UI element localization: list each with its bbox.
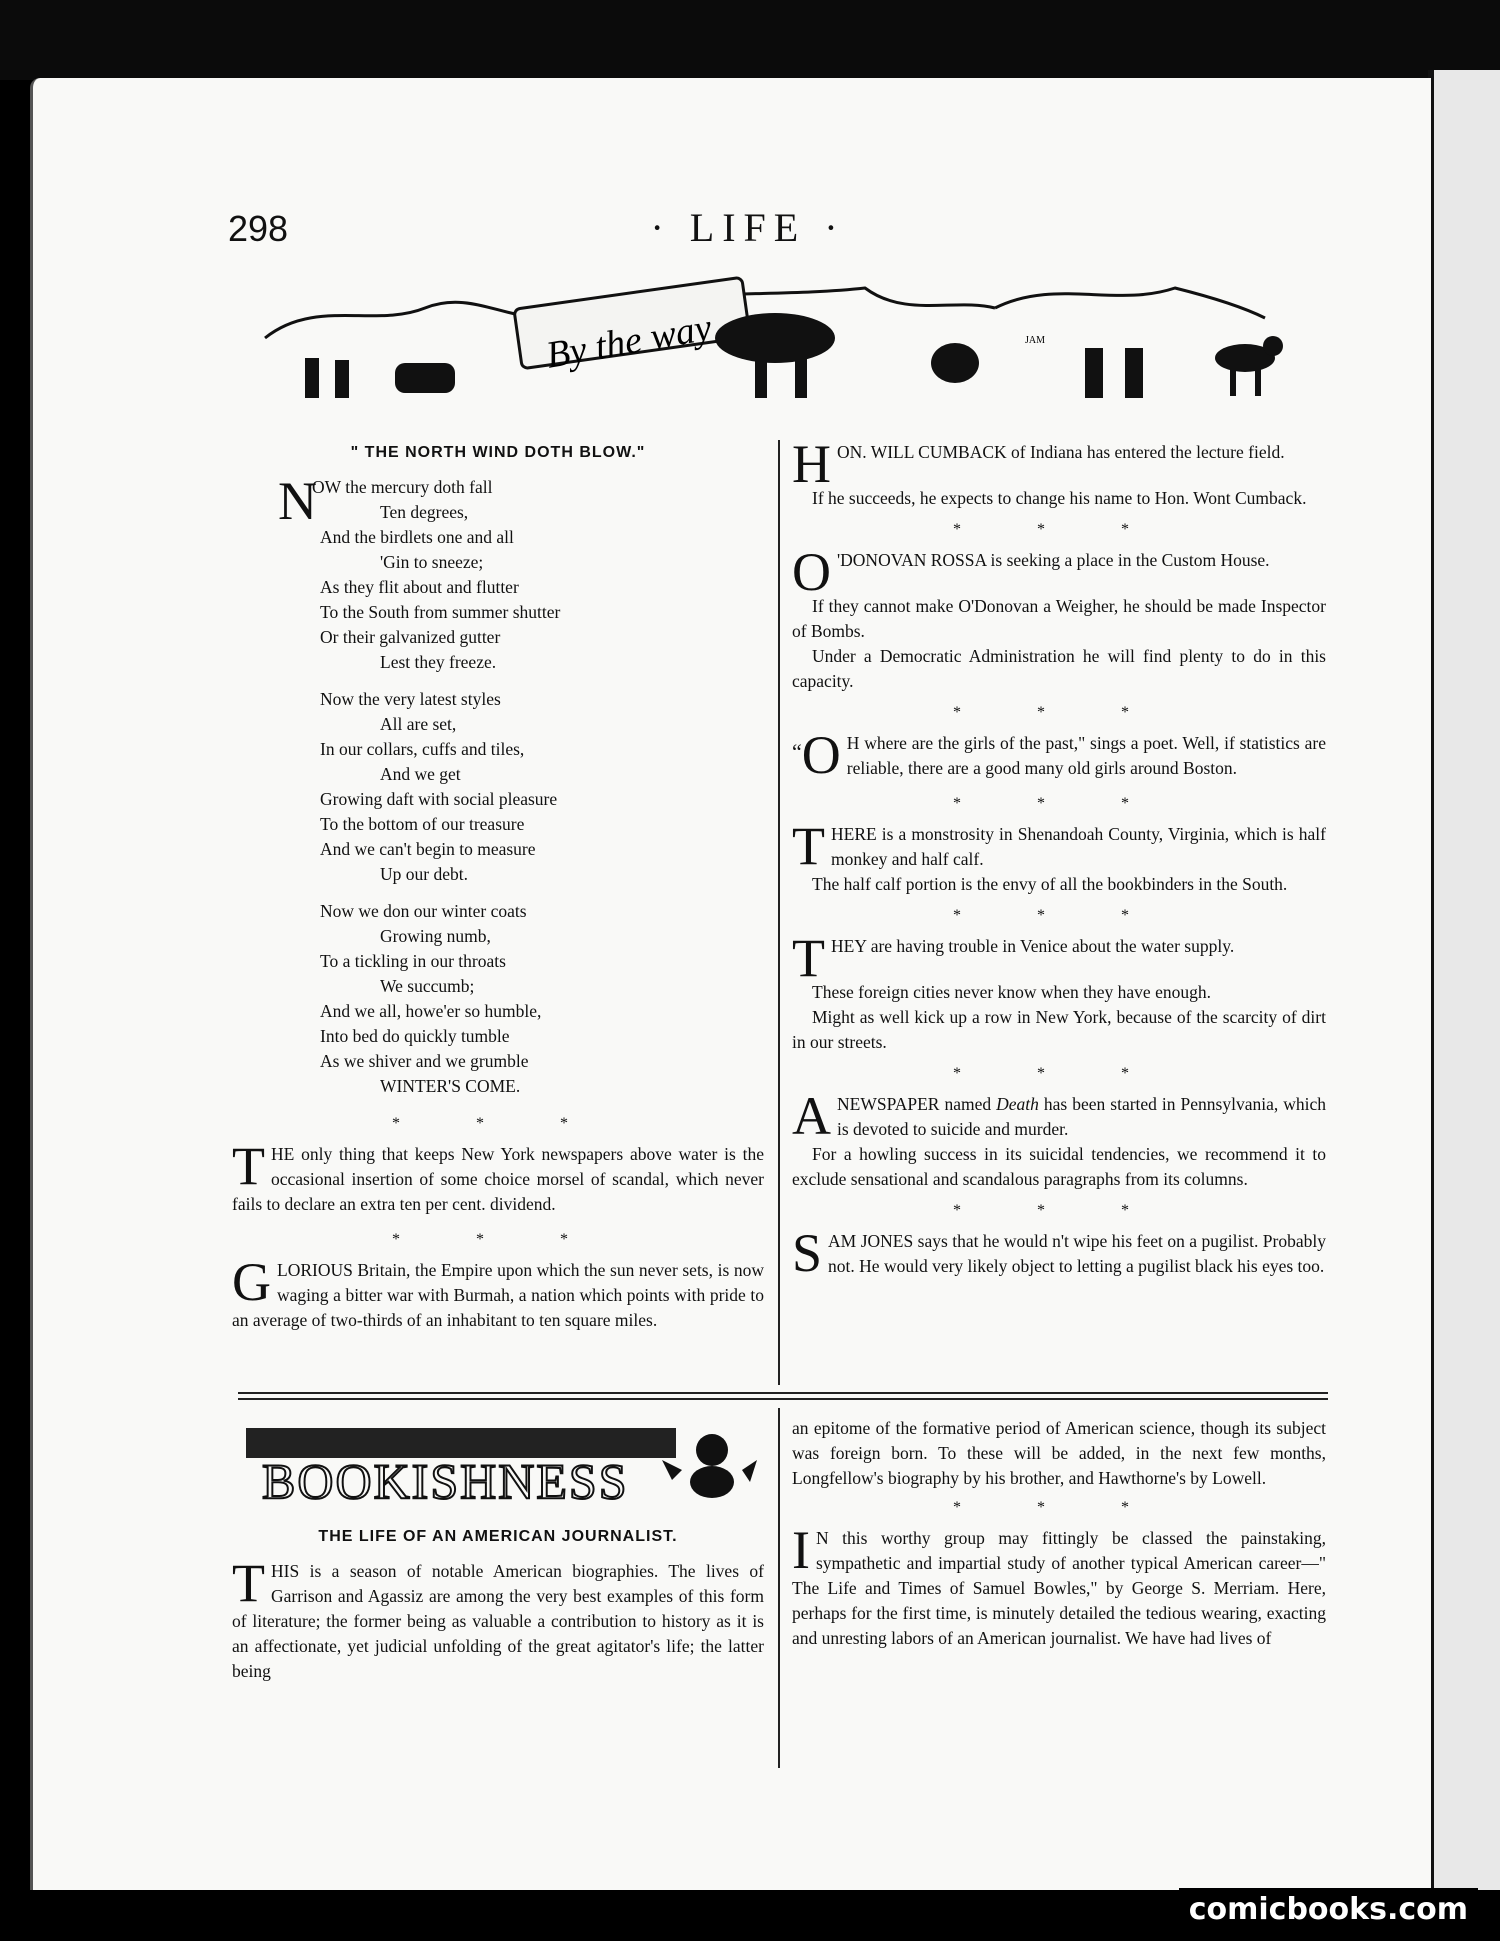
figure-body-2 [715,313,835,363]
poem-line: In our collars, cuffs and tiles, [320,739,525,759]
poem-line: To the South from summer shutter [320,602,561,622]
right-item-5: THEY are having trouble in Venice about the water supply. These foreign cities never know when they have enough. Might as well kick up a row in New York, because of the scarcity of dirt in our streets. [792,928,1326,1052]
dropcap: I [792,1520,810,1580]
banner-scroll-left [265,302,555,338]
separator-stars: * * * [953,521,1165,538]
dropcap: A [792,1086,831,1146]
banner-title: By the way [543,306,715,377]
right-column-top [792,434,1327,1285]
poem-line: All are set, [380,714,457,734]
right-item-4: THERE is a monstrosity in Shenandoah County, Virginia, which is half monkey and half calf. The half calf portion is the envy of all the bookbinders in the South. [792,816,1326,894]
dropcap: S [792,1223,823,1283]
separator-stars: * * * [953,1065,1165,1082]
poem-line: And we all, howe'er so humble, [320,1001,542,1021]
banner-scroll-right [995,288,1265,318]
poem-line: To the bottom of our treasure [320,814,525,834]
separator-stars: * * * [392,1115,604,1132]
dropcap: T [792,816,825,876]
poem-line: We succumb; [380,976,475,996]
page-number: 298 [228,208,289,249]
poem-line: 'Gin to sneeze; [380,552,484,572]
poem-signoff: WINTER'S COME. [380,1076,521,1096]
poem-line: Or their galvanized gutter [320,627,501,647]
dropcap: G [232,1252,271,1312]
column-divider-bottom [778,1408,780,1768]
right-item-6: ANEWSPAPER named Death has been started in Pennsylvania, which is devoted to suicide and murder. For a howling success in its suicidal tendencies, we recommend it to exclude sensational and scandalous paragraphs from its columns. [792,1086,1327,1189]
poem-line: Growing daft with social pleasure [320,789,558,809]
column-divider-top [778,440,780,1385]
article-heading: THE LIFE OF AN AMERICAN JOURNALIST. [318,1528,678,1545]
magazine-title: · LIFE · [650,205,846,250]
section-divider [238,1392,1328,1394]
poem-stanza-2 [320,687,764,887]
figure-legs-4 [1085,348,1103,398]
separator-stars: * * * [953,1499,1165,1516]
right-item-1: HON. WILL CUMBACK of Indiana has entered the lecture field. If he succeeds, he expects to change his name to Hon. Wont Cumback. [792,434,1307,508]
section-divider-2 [238,1398,1328,1400]
poem-title: " THE NORTH WIND DOTH BLOW." [350,444,646,461]
dropcap: O [801,725,841,785]
poem-line: And we get [380,764,461,784]
left-column-top [232,440,764,1339]
logo-text: BOOKISHNESS [262,1453,629,1509]
poem [232,471,764,1099]
bookishness-logo [242,1420,762,1510]
right-item-2: O 'DONOVAN ROSSA is seeking a place in the Custom House. If they cannot make O'Donovan a Weigher, he should be made Inspector of Bombs. Under a Democratic Administration he will find plenty to do in this capacity. [792,542,1326,691]
poem-line: Lest they freeze. [380,652,497,672]
bookish-right-column [792,1416,1326,1651]
dropcap: T [792,928,825,988]
poem-line: N OW the mercury doth fall [278,471,493,531]
dropcap: H [792,434,831,494]
separator-stars: * * * [953,704,1165,721]
poem-line: Up our debt. [380,864,468,884]
bookish-left-column: THE LIFE OF AN AMERICAN JOURNALIST. THIS is a season of notable American biographies. The lives of Garrison and Agassiz are among the very best examples of this form of literature; the former being as valuable a contribution to history as it is an affectionate, yet judicial unfolding of the great agitator's life; the latter being [232,1524,764,1684]
right-item-3: “ O H where are the girls of the past," sings a poet. Well, if statistics are reliable, there are a good many old girls around Boston. [792,725,1326,785]
poem-line: Growing numb, [380,926,491,946]
poem-dropcap: N [278,471,317,531]
by-the-way-banner [255,268,1295,418]
poem-stanza-3 [320,899,764,1099]
dropcap: T [232,1553,265,1613]
dropcap: T [232,1136,265,1196]
separator-stars: * * * [953,1202,1165,1219]
dropcap: O [792,542,831,602]
poem-line: Now the very latest styles [320,689,501,709]
poem-line: Ten degrees, [380,502,469,522]
poem-line: And we can't begin to measure [320,839,536,859]
next-page-edge [1428,70,1500,1890]
poem-line: As they flit about and flutter [320,577,519,597]
poem-line: Into bed do quickly tumble [320,1026,510,1046]
separator-stars: * * * [953,907,1165,924]
cherub-icon [662,1434,757,1498]
bookish-right-para-2: I N this worthy group may fittingly be classed the painstaking, sympathetic and impartial study of another typical American career—" The Life and Times of Samuel Bowles," by George S. Merriam. Here, perhaps for the first time, is minutely detailed the tedious wearing, exacting and unresting labors of an American journalist. We have had lives of [792,1520,1326,1648]
figure-body-1 [395,363,455,393]
poem-line: As we shiver and we grumble [320,1051,529,1071]
bookish-right-para-1: an epitome of the formative period of American science, though its subject was foreign born. To these will be added, in the next few months, Longfellow's biography by his brother, and Hawthorne's by Lowell. [792,1418,1326,1488]
poem-line: To a tickling in our throats [320,951,506,971]
poem-stanza-1 [278,471,764,675]
left-item-1: THE only thing that keeps New York newspapers above water is the occasional insertion of some choice morsel of scandal, which never fails to declare an extra ten per cent. dividend. [232,1136,764,1214]
separator-stars: * * * [953,795,1165,812]
page-header [228,130,1328,250]
poem-line: Now we don our winter coats [320,901,527,921]
watermark: comicbooks.com [1179,1888,1478,1931]
figure-body-3 [931,343,979,383]
separator-stars: * * * [392,1231,604,1248]
artist-signature: JAM [1025,335,1046,346]
scan-top-border [0,0,1500,80]
left-item-2: GLORIOUS Britain, the Empire upon which the sun never sets, is now waging a bitter war with Burmah, a nation which points with pride to an average of two-thirds of an inhabitant to ten square miles. [232,1252,764,1330]
right-item-7: SAM JONES says that he would n't wipe his feet on a pugilist. Probably not. He would very likely object to letting a pugilist black his eyes too. [792,1223,1326,1283]
poem-line: And the birdlets one and all [320,527,514,547]
figure-legs-1 [305,358,319,398]
